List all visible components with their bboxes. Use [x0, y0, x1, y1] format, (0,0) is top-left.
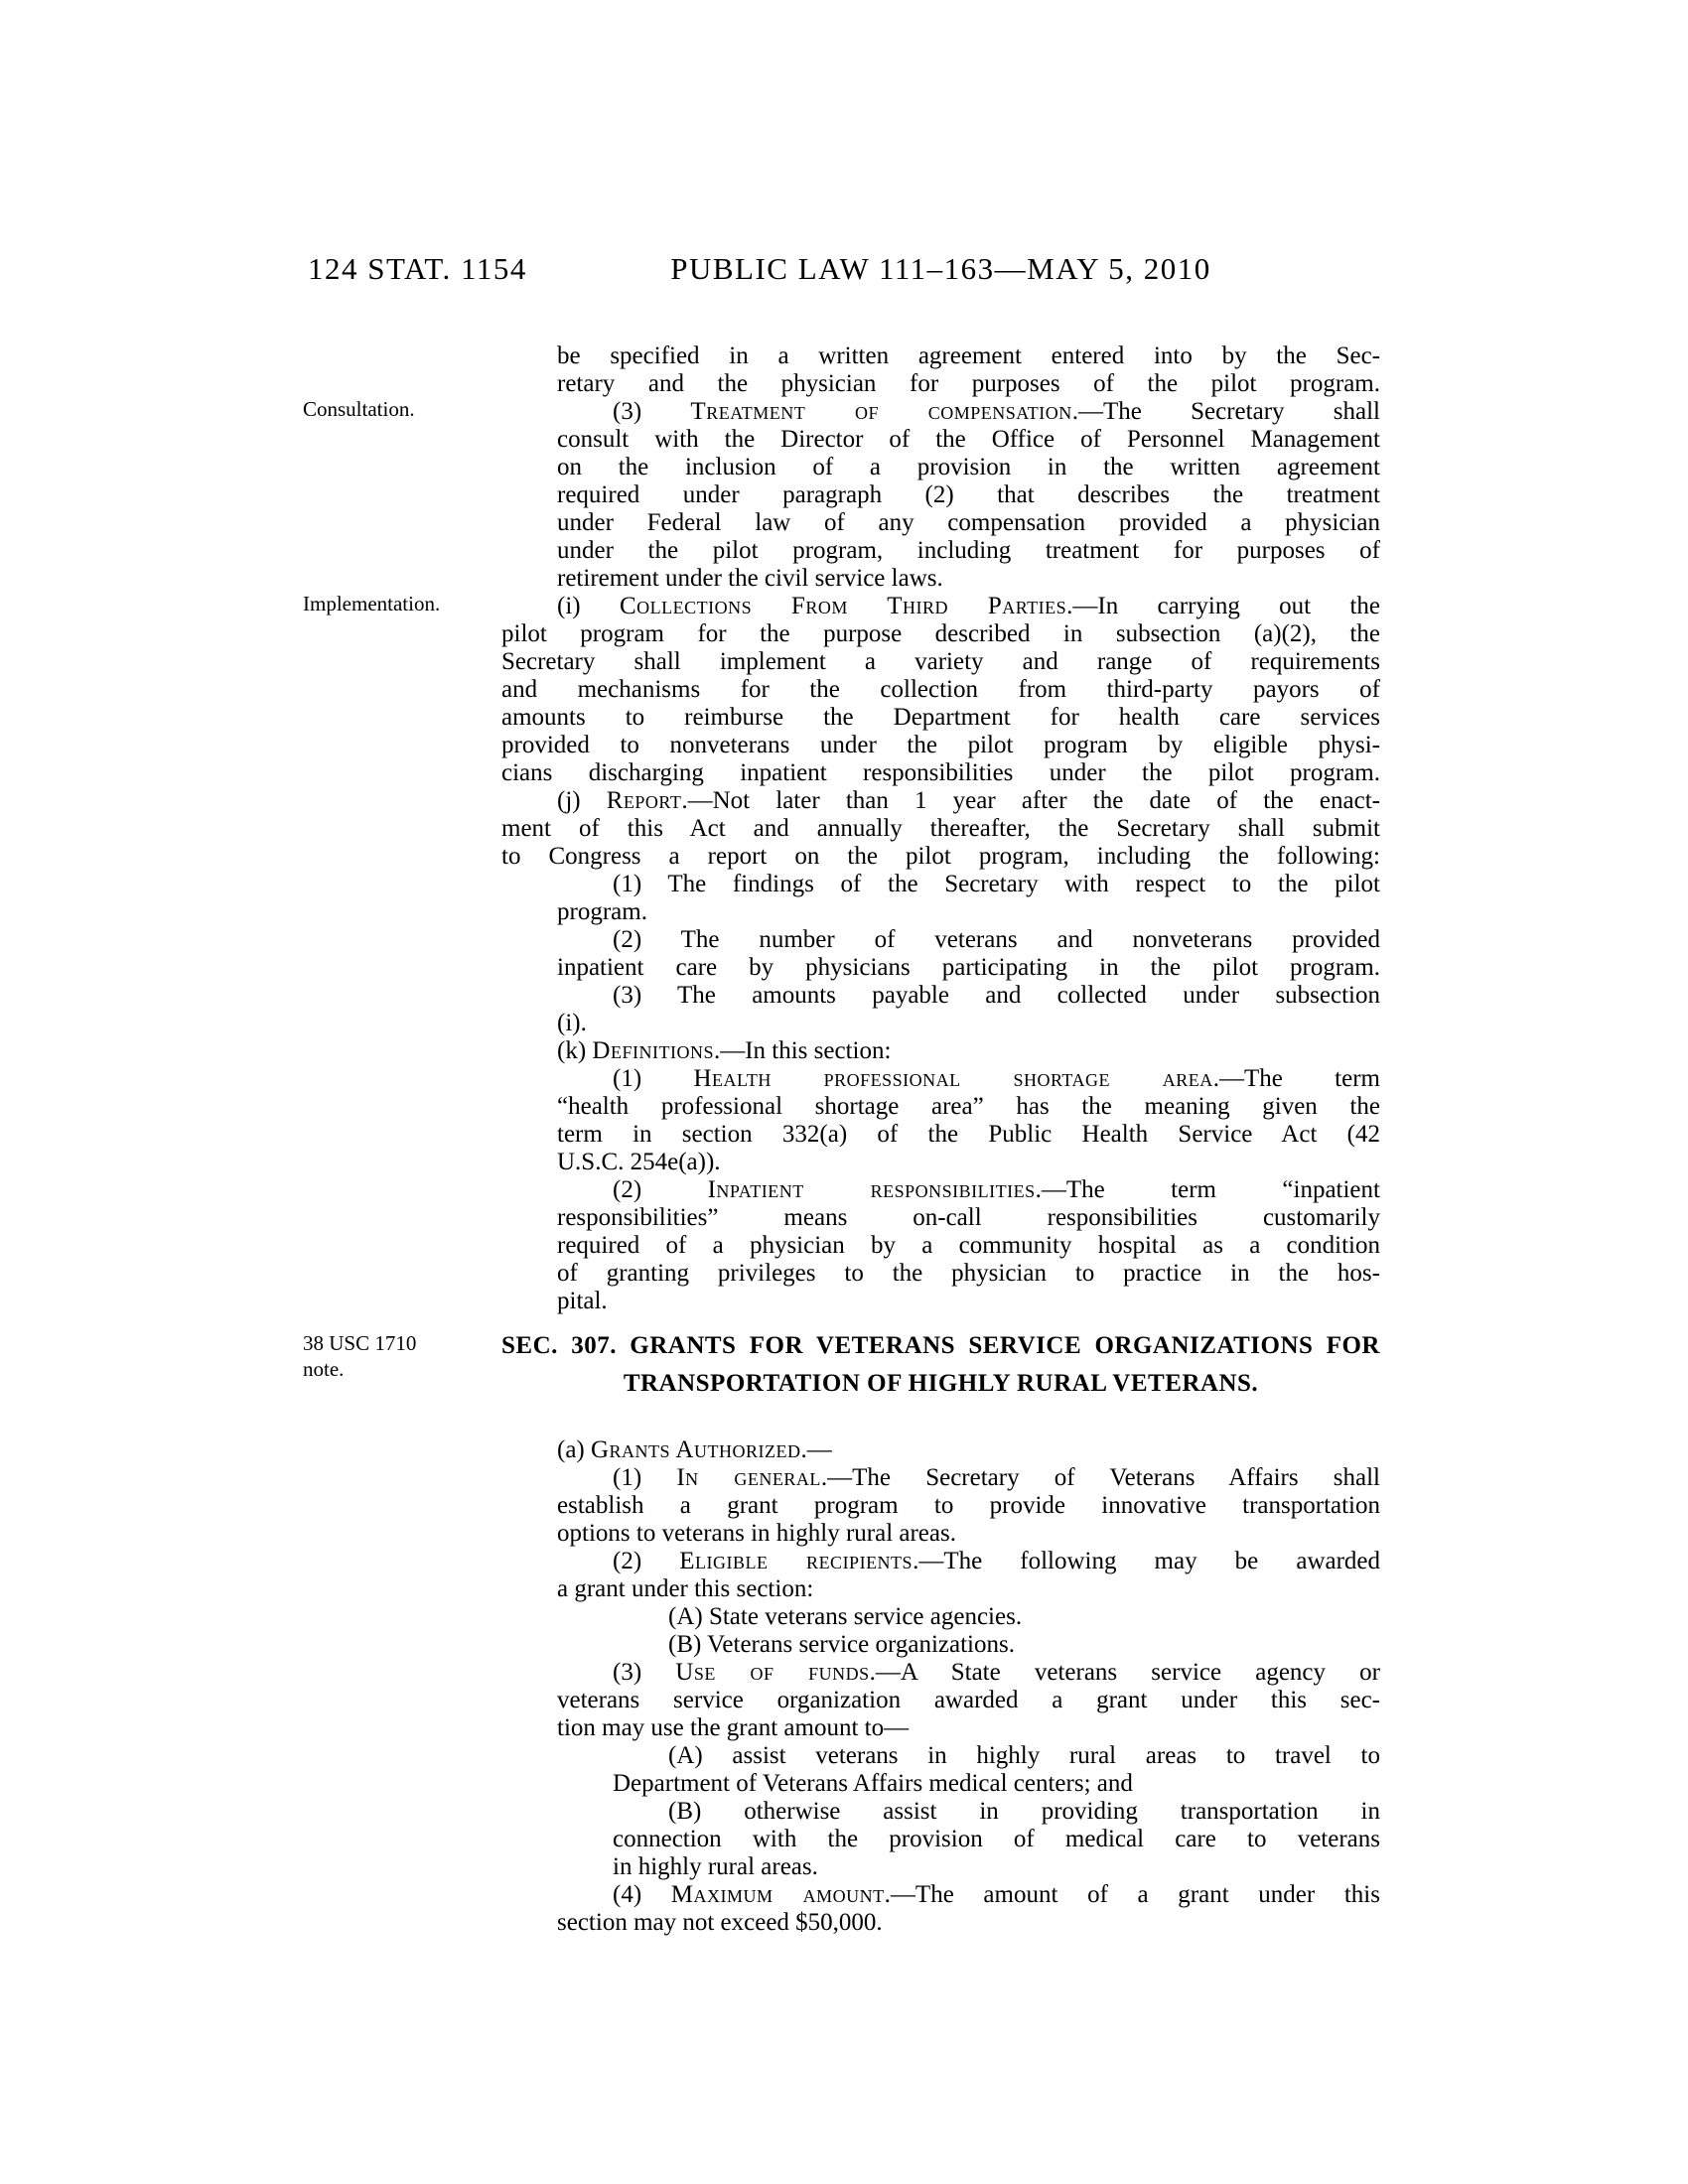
text-line	[557, 342, 1380, 370]
text-line	[557, 871, 1380, 898]
small-caps-heading: Health professional shortage area	[693, 1065, 1213, 1092]
line-text: required of a physician by a community hospital as a condition	[557, 1232, 1380, 1259]
small-caps-heading: Treatment of compensation	[690, 398, 1072, 425]
text-line	[501, 704, 1380, 732]
line-text: Secretary shall implement a variety and range of requirements	[501, 648, 1380, 675]
line-text: (1) The findings of the Secretary with respect to the pilot	[613, 871, 1380, 897]
line-text: inpatient care by physicians participating in the pilot program.	[557, 954, 1380, 981]
line-text: .—The Secretary of Veterans Affairs shall	[820, 1464, 1380, 1491]
text-line	[557, 1176, 1380, 1204]
line-text: (2)	[613, 1176, 708, 1203]
text-line	[613, 1826, 1380, 1853]
section-heading-line2: TRANSPORTATION OF HIGHLY RURAL VETERANS.	[623, 1370, 1259, 1397]
line-text: Department of Veterans Affairs medical centers; and	[613, 1770, 1133, 1797]
line-text: be specified in a written agreement entered into by the Sec-	[557, 342, 1380, 369]
line-text: “health professional shortage area” has the meaning given the	[557, 1093, 1380, 1120]
body-text-part1	[501, 342, 1380, 1315]
line-text: (2) The number of veterans and nonveterans provided	[613, 926, 1380, 953]
line-text: .—The term “inpatient	[1035, 1176, 1380, 1203]
line-text: consult with the Director of the Office of Personnel Management	[557, 426, 1380, 453]
margin-note-usc-line2: note.	[303, 1357, 345, 1381]
line-text: cians discharging inpatient responsibilities under the pilot program.	[501, 759, 1380, 786]
line-text: term in section 332(a) of the Public Health Service Act (42	[557, 1121, 1380, 1148]
line-text: retirement under the civil service laws.	[557, 565, 943, 592]
text-line	[613, 1770, 1380, 1798]
small-caps-heading: Grants Authorized	[591, 1436, 801, 1463]
text-line	[557, 1548, 1380, 1575]
small-caps-heading: In general	[676, 1464, 821, 1491]
margin-note-consultation: Consultation.	[303, 397, 415, 421]
text-line	[557, 1010, 1380, 1037]
text-line	[557, 982, 1380, 1010]
small-caps-heading: Report	[606, 787, 682, 814]
small-caps-heading: Collections From Third Parties	[619, 593, 1067, 619]
small-caps-heading: Eligible recipients	[679, 1548, 914, 1574]
margin-note-usc-1710	[303, 1330, 492, 1382]
text-line	[557, 1204, 1380, 1232]
text-line	[557, 565, 1380, 593]
text-line	[557, 1121, 1380, 1149]
text-line	[557, 1520, 1380, 1548]
small-caps-heading: Use of funds	[675, 1659, 870, 1686]
text-line	[501, 1037, 1380, 1065]
line-text: (1)	[613, 1464, 677, 1491]
line-text: under the pilot program, including treatment for purposes of	[557, 537, 1380, 564]
line-text: .—The amount of a grant under this	[884, 1881, 1380, 1908]
text-line	[501, 759, 1380, 787]
line-text: of granting privileges to the physician to practice in the hos-	[557, 1260, 1380, 1287]
line-text: .—The Secretary shall	[1071, 398, 1380, 425]
line-text: program.	[557, 898, 647, 925]
text-line	[501, 593, 1380, 620]
body-text-part2	[501, 1436, 1380, 1937]
line-text: .—In this section:	[713, 1037, 892, 1064]
text-line	[557, 1659, 1380, 1687]
text-line	[557, 1093, 1380, 1121]
line-text: (a)	[557, 1436, 591, 1463]
line-text: U.S.C. 254e(a)).	[557, 1149, 721, 1175]
line-text: responsibilities” means on-call responsibilities customarily	[557, 1204, 1380, 1231]
text-line	[557, 426, 1380, 454]
body-column	[501, 342, 1380, 1937]
line-text: required under paragraph (2) that describes the treatment	[557, 481, 1380, 508]
text-line	[501, 620, 1380, 648]
line-text: under Federal law of any compensation provided a physician	[557, 509, 1380, 536]
line-text: pital.	[557, 1288, 608, 1314]
text-line	[501, 1436, 1380, 1464]
line-text: (2)	[613, 1548, 680, 1574]
line-text: on the inclusion of a provision in the written agreement	[557, 454, 1380, 480]
text-line	[501, 843, 1380, 871]
text-line	[501, 787, 1380, 815]
line-text: (3)	[613, 1659, 676, 1686]
line-text: (1)	[613, 1065, 694, 1092]
line-text: .—Not later than 1 year after the date of the enact-	[681, 787, 1380, 814]
line-text: (j)	[557, 787, 607, 814]
line-text: section may not exceed $50,000.	[557, 1909, 883, 1936]
text-line	[557, 398, 1380, 426]
stat-citation: 124 STAT. 1154	[308, 251, 527, 286]
text-line	[501, 732, 1380, 759]
line-text: amounts to reimburse the Department for health care services	[501, 704, 1380, 731]
text-line	[557, 1714, 1380, 1742]
margin-note-usc-line1: 38 USC 1710	[303, 1331, 417, 1355]
text-line	[557, 1288, 1380, 1315]
text-line	[557, 1149, 1380, 1176]
text-line	[613, 1798, 1380, 1826]
page-header	[0, 250, 1688, 290]
line-text: tion may use the grant amount to—	[557, 1714, 910, 1741]
line-text: (3) The amounts payable and collected under subsection	[613, 982, 1380, 1009]
line-text: to Congress a report on the pilot program, including the following:	[501, 843, 1380, 870]
line-text: (i)	[557, 593, 620, 619]
text-line	[613, 1853, 1380, 1881]
line-text: (3)	[613, 398, 691, 425]
line-text: connection with the provision of medical care to veterans	[613, 1826, 1380, 1852]
line-text: (B) otherwise assist in providing transportation in	[668, 1798, 1380, 1825]
line-text: provided to nonveterans under the pilot program by eligible physi-	[501, 732, 1380, 758]
text-line	[557, 898, 1380, 926]
line-text: and mechanisms for the collection from third-party payors of	[501, 676, 1380, 703]
small-caps-heading: Maximum amount	[670, 1881, 885, 1908]
line-text: (A) assist veterans in highly rural areas to travel to	[668, 1742, 1380, 1769]
line-text: (A) State veterans service agencies.	[668, 1603, 1023, 1630]
line-text: (k)	[557, 1037, 593, 1064]
law-title: PUBLIC LAW 111–163—MAY 5, 2010	[670, 251, 1211, 286]
line-text: establish a grant program to provide innovative transportation	[557, 1492, 1380, 1519]
text-line	[557, 1909, 1380, 1937]
line-text: (B) Veterans service organizations.	[668, 1631, 1015, 1658]
text-line	[557, 537, 1380, 565]
text-line	[557, 1881, 1380, 1909]
text-line	[557, 926, 1380, 954]
text-line	[557, 454, 1380, 481]
text-line	[613, 1742, 1380, 1770]
section-heading-line1: SEC. 307. GRANTS FOR VETERANS SERVICE ORGANIZATIONS FOR	[501, 1332, 1380, 1359]
line-text: veterans service organization awarded a grant under this sec-	[557, 1687, 1380, 1713]
line-text: (i).	[557, 1010, 587, 1036]
line-text: .—The following may be awarded	[913, 1548, 1380, 1574]
line-text: .—A State veterans service agency or	[869, 1659, 1380, 1686]
line-text: (4)	[613, 1881, 671, 1908]
text-line	[613, 1603, 1380, 1631]
text-line	[501, 676, 1380, 704]
small-caps-heading: Inpatient responsibilities	[707, 1176, 1036, 1203]
text-line	[557, 1065, 1380, 1093]
section-heading	[501, 1327, 1380, 1403]
small-caps-heading: Definitions	[592, 1037, 714, 1064]
text-line	[557, 954, 1380, 982]
margin-note-implementation: Implementation.	[303, 592, 441, 615]
line-text: in highly rural areas.	[613, 1853, 818, 1880]
text-line	[557, 1464, 1380, 1492]
text-line	[557, 509, 1380, 537]
line-text: .—	[800, 1436, 832, 1463]
text-line	[557, 370, 1380, 398]
line-text: .—The term	[1212, 1065, 1380, 1092]
line-text: options to veterans in highly rural areas.	[557, 1520, 956, 1547]
line-text: ment of this Act and annually thereafter, the Secretary shall submit	[501, 815, 1380, 842]
text-line	[501, 815, 1380, 843]
line-text: a grant under this section:	[557, 1575, 814, 1602]
text-line	[557, 481, 1380, 509]
text-line	[613, 1631, 1380, 1659]
line-text: .—In carrying out the	[1066, 593, 1380, 619]
line-text: retary and the physician for purposes of the pilot program.	[557, 370, 1380, 397]
text-line	[557, 1232, 1380, 1260]
text-line	[557, 1687, 1380, 1714]
text-line	[557, 1575, 1380, 1603]
text-line	[557, 1492, 1380, 1520]
text-line	[557, 1260, 1380, 1288]
line-text: pilot program for the purpose described in subsection (a)(2), the	[501, 620, 1380, 647]
text-line	[501, 648, 1380, 676]
